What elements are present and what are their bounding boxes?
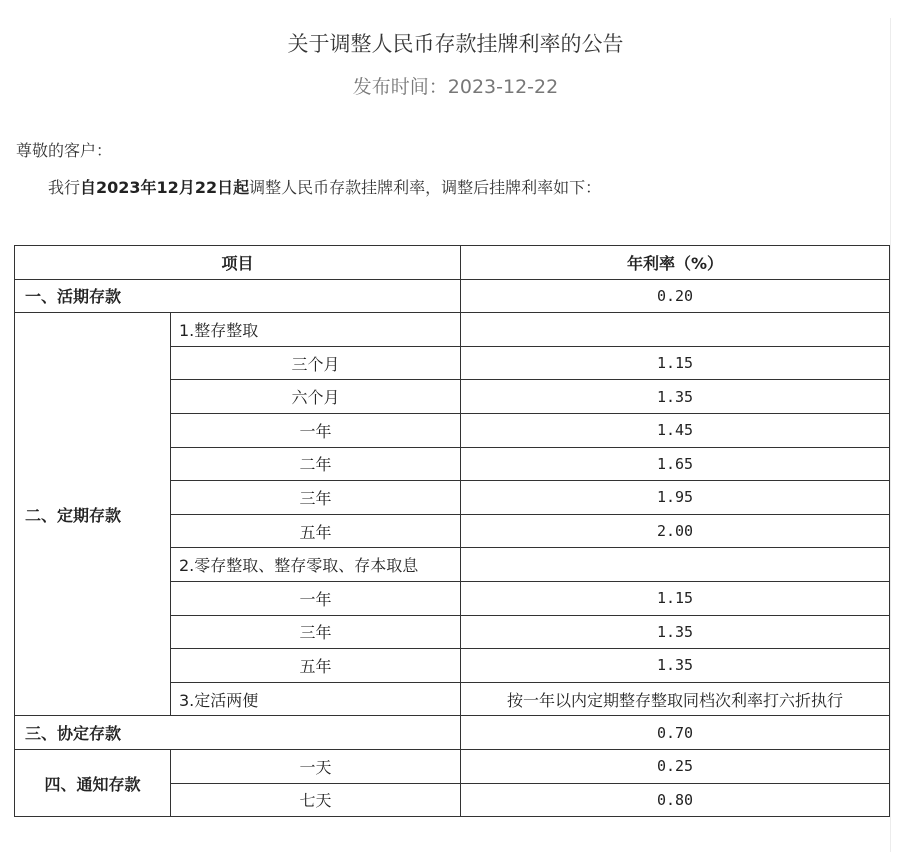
table-header-row bbox=[15, 246, 890, 280]
table-row-demand bbox=[15, 279, 890, 313]
rate-value: 2.00 bbox=[461, 514, 890, 548]
term-label: 七天 bbox=[171, 783, 461, 817]
term-label: 三年 bbox=[171, 615, 461, 649]
term-label: 五年 bbox=[171, 649, 461, 683]
intro-prefix: 我行 bbox=[48, 178, 81, 197]
table-row-agreement bbox=[15, 716, 890, 750]
term-label: 二年 bbox=[171, 447, 461, 481]
term-label: 一天 bbox=[171, 749, 461, 783]
table-row bbox=[15, 313, 890, 347]
greeting-text: 尊敬的客户： bbox=[16, 141, 113, 160]
category-time: 二、定期存款 bbox=[15, 313, 171, 716]
term-label: 三个月 bbox=[171, 346, 461, 380]
rate-value: 1.65 bbox=[461, 447, 890, 481]
subcategory-lump-sum: 1.整存整取 bbox=[171, 313, 461, 347]
publish-date-value: 2023-12-22 bbox=[447, 76, 559, 98]
intro-effective-date: 自2023年12月22日起 bbox=[80, 178, 250, 197]
term-label: 一年 bbox=[171, 413, 461, 447]
category-notice-deposit: 四、通知存款 bbox=[15, 749, 171, 816]
header-item: 项目 bbox=[15, 246, 461, 280]
rate-value: 1.45 bbox=[461, 413, 890, 447]
rate-value: 1.35 bbox=[461, 380, 890, 414]
subcategory-installment: 2.零存整取、整存零取、存本取息 bbox=[171, 548, 461, 582]
term-label: 六个月 bbox=[171, 380, 461, 414]
term-label: 一年 bbox=[171, 581, 461, 615]
category-demand: 一、活期存款 bbox=[15, 279, 461, 313]
rate-value: 0.80 bbox=[461, 783, 890, 817]
term-label: 三年 bbox=[171, 481, 461, 515]
term-label: 五年 bbox=[171, 514, 461, 548]
intro-paragraph bbox=[48, 175, 601, 198]
rate-value: 1.95 bbox=[461, 481, 890, 515]
rate-value: 1.35 bbox=[461, 615, 890, 649]
rate-value: 1.15 bbox=[461, 346, 890, 380]
notice-title: 关于调整人民币存款挂牌利率的公告 bbox=[287, 32, 624, 56]
table-row bbox=[15, 749, 890, 783]
publish-date-label: 发布时间： bbox=[352, 76, 448, 98]
subcategory-flexible: 3.定活两便 bbox=[171, 682, 461, 716]
rate-empty bbox=[461, 548, 890, 582]
rate-value: 1.35 bbox=[461, 649, 890, 683]
rate-value: 1.15 bbox=[461, 581, 890, 615]
rate-agreement: 0.70 bbox=[461, 716, 890, 750]
category-agreement: 三、协定存款 bbox=[15, 716, 461, 750]
rate-empty bbox=[461, 313, 890, 347]
header-rate: 年利率（%） bbox=[461, 246, 890, 280]
rate-value: 0.25 bbox=[461, 749, 890, 783]
rate-demand: 0.20 bbox=[461, 279, 890, 313]
rate-table bbox=[14, 245, 890, 817]
publish-date bbox=[0, 72, 911, 99]
rate-flexible: 按一年以内定期整存整取同档次利率打六折执行 bbox=[461, 682, 890, 716]
intro-suffix: 调整人民币存款挂牌利率，调整后挂牌利率如下： bbox=[249, 178, 602, 197]
page-right-border bbox=[890, 18, 891, 852]
